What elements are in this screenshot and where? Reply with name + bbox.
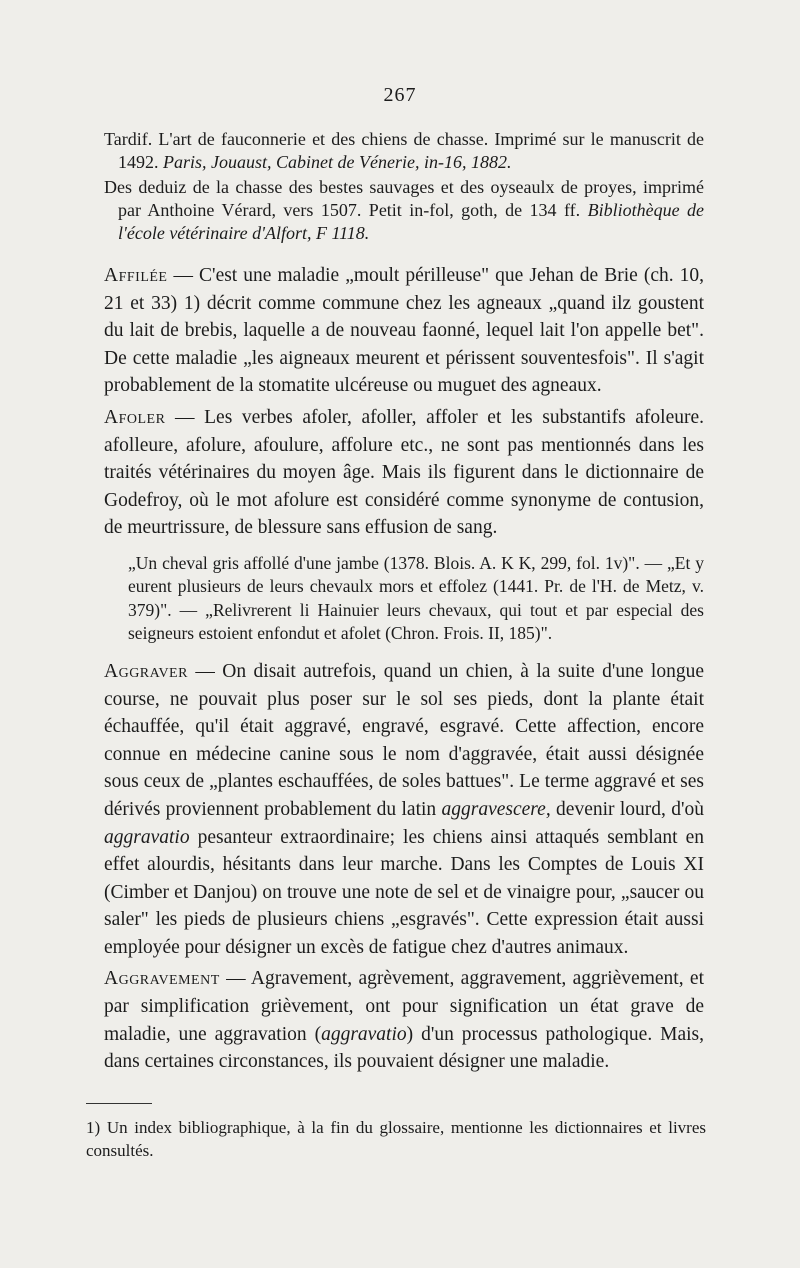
entry-dash: — xyxy=(165,406,205,428)
bibliography-entry xyxy=(104,128,704,174)
entry-term: Affilée xyxy=(104,265,168,286)
bibliography-text: Des deduiz de la chasse des bestes sauvages et des oyseaulx de proyes, imprimé par Anthoine Vérard, vers 1507. Petit in-fol, goth, de 134 ff. xyxy=(104,177,704,220)
latin-term: aggravescere, xyxy=(441,798,551,820)
glossary-entry-aggravement xyxy=(104,965,704,1075)
entry-term: Aggraver xyxy=(104,660,188,682)
glossary-body xyxy=(104,262,704,1080)
entry-text: Les verbes afoler, afoller, affoler et les substantifs afoleure. afolleure, afolure, afoulure, affolure etc., ne sont pas mentionnés dans les traités vétérinaires du moyen âge. Mais ils figurent dans le dictionnaire de Godefroy, où le mot afolure est considéré comme synonyme de contusion, de meurtrissure, de blessure sans effusion de sang. xyxy=(104,406,704,539)
glossary-entry-affilee xyxy=(104,262,704,400)
entry-text: pesanteur extraordinaire; les chiens ainsi attaqués semblant en effet alourdis, hésitants dans leur marche. Dans les Comptes de Louis XI (Cimber et Danjou) on trouve une note de sel et de vinaigre pour, „saucer ou saler" les pieds de plusieurs chiens „esgravés". Cette expression était aussi employée pour désigner un excès de fatigue chez d'autres animaux. xyxy=(104,826,704,958)
entry-dash: — xyxy=(187,660,223,682)
glossary-entry-aggraver xyxy=(104,658,704,962)
entry-text: On disait autrefois, quand un chien, à la suite d'une longue course, ne pouvait plus poser sur le sol ses pieds, dont la plante était échauffée, qu'il était aggravé, engravé, esgravé. Cette affection, encore connue en médecine canine sous le nom d'aggravée, était aussi désignée sous ceux de „plantes eschauffées, de soles battues". Le terme aggravé et ses dérivés proviennent probablement du latin xyxy=(104,660,704,820)
bibliography xyxy=(104,128,704,247)
entry-text: ) d'un processus pathologique. Mais, dans certaines circonstances, ils pouvaient désigner une maladie. xyxy=(104,1023,704,1073)
bibliography-entry xyxy=(104,176,704,245)
bibliography-text: L'art de fauconnerie et des chiens de chasse. Imprimé sur le manuscrit de 1492. xyxy=(118,129,704,172)
bibliography-imprint: Bibliothèque de l'école vétérinaire d'Alfort, F 1118. xyxy=(118,200,705,243)
entry-dash: — xyxy=(167,265,200,286)
footnote-rule xyxy=(86,1103,152,1104)
latin-term: aggravatio xyxy=(104,826,190,848)
glossary-entry-afoler xyxy=(104,404,704,542)
entry-text: devenir lourd, d'où xyxy=(550,798,704,820)
entry-text: C'est une maladie „moult périlleuse" que Jehan de Brie (ch. 10, 21 et 33) 1) décrit comme commune chez les agneaux „quand ilz goustent du lait de brebis, laquelle a de nouveau faonné, lequel lait l'on appelle bet". De cette maladie „les aigneaux meurent et périssent souventesfois". Il s'agit probablement de la stomatite ulcéreuse ou muguet des agneaux. xyxy=(104,265,704,397)
citation-quote: „Un cheval gris affollé d'une jambe (1378. Blois. A. K K, 299, fol. 1v)". — „Et y eurent plusieurs de leurs chevaulx mors et effolez (1441. Pr. de l'H. de Metz, v. 379)". — „Relivrerent li Hainuier leurs chevaux, qui tout et par especial des seigneurs estoient enfondut et afolet (Chron. Frois. II, 185)". xyxy=(128,552,704,644)
page-number: 267 xyxy=(383,84,417,106)
bibliography-author: Tardif. xyxy=(104,129,153,149)
entry-text: Agravement, agrèvement, aggravement, aggrièvement, et par simplification grièvement, ont pour signification un état grave de maladie, une aggravation ( xyxy=(104,968,704,1045)
entry-term: Afoler xyxy=(104,406,166,428)
entry-dash: — xyxy=(219,968,251,990)
bibliography-imprint: Paris, Jouaust, Cabinet de Vénerie, in-16, 1882. xyxy=(163,152,512,172)
entry-term: Aggravement xyxy=(104,968,220,990)
footnote: 1) Un index bibliographique, à la fin du glossaire, mentionne les dictionnaires et livres consultés. xyxy=(86,1118,706,1160)
latin-term: aggravatio xyxy=(321,1023,407,1045)
